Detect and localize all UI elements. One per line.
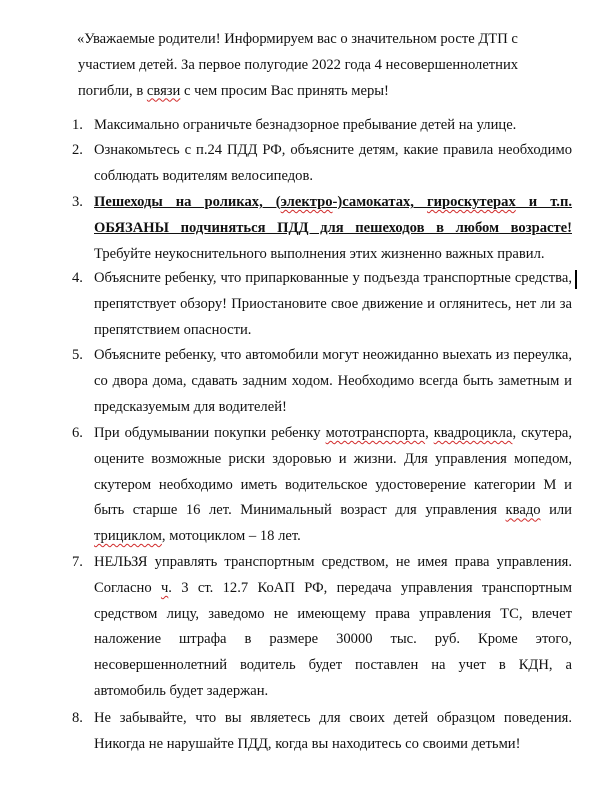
item-number: 8. (72, 710, 83, 726)
item-text: Объясните ребенку, что припаркованные у подъезда транспортные средства, препятствует обзору! Приостановите свое движение и оглянитесь, нет ли за препятствием опасности. (94, 270, 572, 338)
intro-paragraph (78, 27, 571, 104)
intro-line-2: участием детей. За первое полугодие 2022 года 4 несовершеннолетних (78, 56, 519, 73)
item-text: При обдумывании покупки ребенку мототранспорта, квадроцикла, скутера, оцените возможные риски здоровью и жизни. Для управления мопедом, скутером необходимо иметь водительское удостоверение категории М и быть старше 16 лет. Минимальный возраст для управления квадо или трициклом, мотоциклом – 18 лет. (94, 425, 573, 545)
item-text (94, 190, 572, 267)
item-number: 6. (72, 425, 83, 441)
spellcheck-word: трициклом (94, 528, 162, 545)
spellcheck-word: гироскутерах (426, 194, 516, 210)
spellcheck-word: связи (146, 82, 181, 99)
spellcheck-word: квадроцикла (433, 425, 513, 441)
item-number: 1. (72, 117, 83, 133)
intro-line-3 (78, 79, 571, 105)
intro-text: погибли, в (78, 82, 147, 99)
spellcheck-word: ч (160, 579, 169, 596)
item-number: 5. (72, 347, 83, 363)
spellcheck-word: электро (280, 194, 333, 210)
spellcheck-word: квадо (505, 502, 541, 519)
intro-line-1: «Уважаемые родители! Информируем вас о значительном росте ДТП с (77, 31, 518, 47)
item-number: 3. (72, 194, 83, 210)
text-cursor (575, 270, 577, 289)
item-text: Максимально ограничьте безнадзорное пребывание детей на улице. (94, 117, 517, 133)
item-text: Ознакомьтесь с п.24 ПДД РФ, объясните детям, какие правила необходимо соблюдать водителям велосипедов. (94, 142, 572, 184)
item-subtext: Требуйте неукоснительного выполнения этих жизненно важных правил. (94, 245, 545, 262)
item-number: 4. (72, 270, 83, 286)
item-number: 7. (72, 554, 83, 570)
item-number: 2. (72, 142, 83, 158)
item-text: НЕЛЬЗЯ управлять транспортным средством, не имея права управления. Согласно ч. 3 ст. 12.7 КоАП РФ, передача управления транспортным средством лицу, заведомо не имеющему права управления ТС, влечет наложение штрафа в размере 30000 тыс. руб. Кроме этого, несовершеннолетний водитель будет поставлен на учет в КДН, а автомобиль будет задержан. (94, 554, 572, 699)
spellcheck-word: мототранспорта (325, 425, 426, 441)
bold-warning: Пешеходы на роликах, (электро-)самокатах, гироскутерах и т.п. ОБЯЗАНЫ подчиняться ПДД для пешеходов в любом возрасте! (94, 194, 573, 236)
item-text: Не забывайте, что вы являетесь для своих детей образцом поведения. Никогда не нарушайте ПДД, когда вы находитесь со своими детьми! (94, 710, 572, 752)
item-text: Объясните ребенку, что автомобили могут неожиданно выехать из переулка, со двора дома, сдавать задним ходом. Необходимо всегда быть заметным и предсказуемым для водителей! (94, 347, 572, 415)
intro-text: с чем просим Вас принять меры! (180, 82, 389, 99)
